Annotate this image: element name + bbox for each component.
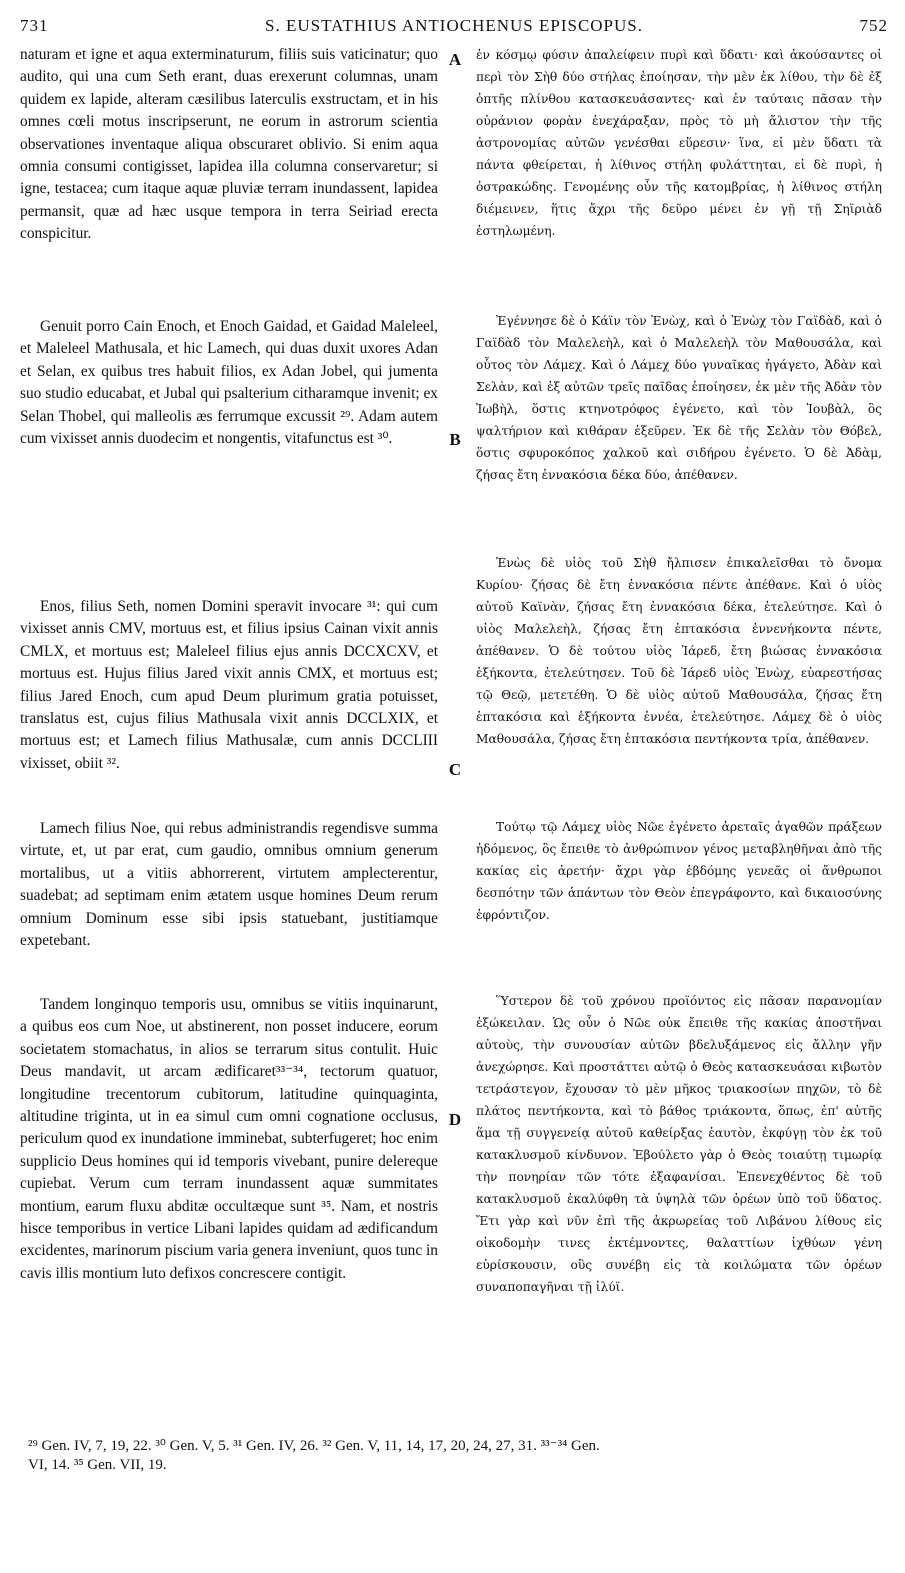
section-marker-d: D (448, 1110, 462, 1129)
greek-paragraph-3: Ἐνὼς δὲ υἱὸς τοῦ Σὴθ ἤλπισεν ἐπικαλεῖσθαι τὸ ὄνομα Κυρίου· ζήσας δὲ ἔτη ἐννακόσια πέντε ἀπέθανε. Καὶ ὁ υἱὸς αὐτοῦ Καϊνὰν, ζήσας ἔτη ἐννακόσια δέκα, ἐτελεύτησε. Καὶ ὁ υἱὸς Μαλελεὴλ, ζήσας ἔτη ἑπτακόσια ἐννενήκοντα πέντε, ἀπέθανεν. Ὁ δὲ τούτου υἱὸς Ἰάρεδ, ἔτη βιώσας ἐννακόσια ἑξήκοντα, ἐτελεύτησεν. Τοῦ δὲ Ἰάρεδ υἱὸς Ἐνὼχ, εὐαρεστήσας τῷ Θεῷ, μετετέθη. Ὁ δὲ υἱὸς αὐτοῦ Μαθουσάλα, ζήσας ἔτη ἑπτακόσια καὶ ἑξήκοντα ἐννέα, ἐτελεύτησε. Λάμεχ δὲ ὁ υἱὸς Μαθουσάλα, ζήσας ἔτη ἑπτακόσια πεντήκοντα τρία, ἀπέθανεν. (476, 556, 882, 746)
latin-paragraph-1: naturam et igne et aqua exterminaturum, filiis suis vaticinatur; quo audito, qui una cum Seth erant, duas erexerunt columnas, unam quidem ex lapide, alteram cæsilibus laterculis exstructam, et in his omnes cœli motus inscripserunt, ne eorum in astrorum scientia observationes inventaque aliqua obscuraret oblivio. Si enim aqua omnia consumi contigisset, lapidea illa columna conservaretur; si igne, testacea; cum itaque aquæ pluviæ terram inundassent, lapidea permansit, quæ ad hæc usque tempora in terra Seiriad erecta conspicitur. (20, 46, 438, 243)
latin-paragraph-4: Lamech filius Noe, qui rebus administrandis regendisve summa virtute, et, ut par erat, cum gaudio, omnibus omnium generum mortalibus, ut a vitiis abhorrerent, virtutem amplecterentur, suadebat; ad septimam enim ætatem usque homines Deum rerum omnium Dominum esse sibi ipsis statuebant, justitiamque expetebant. (20, 820, 438, 950)
greek-paragraph-4: Τούτῳ τῷ Λάμεχ υἱὸς Νῶε ἐγένετο ἀρεταῖς ἀγαθῶν πράξεων ἡδόμενος, ὃς ἔπειθε τὸ ἀνθρώπινον γένος μεταβληθῆναι ἀπὸ τῆς κακίας εἰς ἀρετήν· ἄχρι γὰρ ἑβδόμης γενεᾶς οἱ ἄνθρωποι δεσπότην τῶν ἁπάντων τὸν Θεὸν ἐπεγράφοντο, καὶ δικαιοσύνης ἐφρόντιζον. (476, 820, 882, 922)
latin-paragraph-3: Enos, filius Seth, nomen Domini speravit invocare ³¹: qui cum vixisset annis CMV, mortuus est, et filius ipsius Cainan vixit annis CMLX, et mortuus est; Maleleel filius ejus annis DCCXCXV, et mortuus est. Hujus filius Jared vixit annis CMX, et mortuus est; filius Jared Enoch, cum apud Deum plurimum gratia potuisset, translatus est, cujus filius Mathusala vixit annis DCCLXIX, et mortuus est; et Lamech filius Mathusalæ, cum annis DCCLIII vixisset, obiit ³². (20, 598, 438, 772)
greek-paragraph-1: ἐν κόσμῳ φύσιν ἀπαλείφειν πυρὶ καὶ ὕδατι· καὶ ἀκούσαντες οἱ περὶ τὸν Σὴθ δύο στήλας ἐποίησαν, τὴν μὲν ἐκ λίθου, τὴν δὲ ἐξ ὀπτῆς πλίνθου κατασκευάσαντες· καὶ ἐν ταύταις πᾶσαν τὴν οὐράνιον φορὰν ἐνεχάραξαν, πρὸς τὸ μὴ ἄλιστον τὴν τῆς ἀστρονομίας αὐτῶν γενέσθαι εὕρεσιν· ἵνα, εἰ μὲν ὕδατι τὰ πάντα φθείρεται, ἡ λίθινος στήλη φυλάττηται, εἰ δὲ πυρὶ, ἡ ὀστρακώδης. Γενομένης οὖν τῆς κατομβρίας, ἡ λίθινος στήλη διέμεινεν, ἥτις ἄχρι τῆς δεῦρο μένει ἐν γῇ τῇ Σηϊριὰδ ἐστηλωμένη. (476, 48, 882, 238)
footnote-line-2: VI, 14. ³⁵ Gen. VII, 19. (28, 1457, 167, 1473)
footnote-line-1: ²⁹ Gen. IV, 7, 19, 22. ³⁰ Gen. V, 5. ³¹ Gen. IV, 26. ³² Gen. V, 11, 14, 17, 20, 24, 27, 31. ³³⁻³⁴ Gen. (28, 1438, 600, 1454)
section-marker-c: C (448, 760, 462, 779)
greek-paragraph-5: Ὕστερον δὲ τοῦ χρόνου προϊόντος εἰς πᾶσαν παρανομίαν ἐξώκειλαν. Ὡς οὖν ὁ Νῶε οὐκ ἔπειθε τῆς κακίας ἀποστῆναι αὐτοὺς, τὴν συνουσίαν αὐτῶν βδελυξάμενος εἰς ἄλλην γῆν ἀνεχώρησε. Καὶ προστάττει αὐτῷ ὁ Θεὸς κατασκευάσαι κιβωτὸν τετράστεγον, ἔχουσαν τὸ μὲν μῆκος τριακοσίων πηχῶν, τὸ δὲ πλάτος πεντήκοντα, καὶ τὸ βάθος τριάκοντα, ὅπως, ἐπ' αὐτῆς ἅμα τῇ συγγενείᾳ αὐτοῦ καθείρξας ἑαυτὸν, ἐκφύγῃ τὸν ἐκ τοῦ κατακλυσμοῦ κίνδυνον. Ἐβούλετο γὰρ ὁ Θεὸς τοιαύτῃ τιμωρίᾳ τὴν πονηρίαν τῶν τότε ἐξαφανίσαι. Ἐπενεχθέντος δὲ τοῦ κατακλυσμοῦ ἐκαλύφθη τὰ ὑψηλὰ τῶν ὀρέων ὑπὸ τοῦ ὕδατος. Ἔτι γὰρ καὶ νῦν ἐπὶ τῆς ἀκρωρείας τοῦ Λιβάνου λίθους εἰς οἰκοδομὴν τινες ἐκτέμνοντες, θαλαττίων ἰχθύων γένη εὑρίσκουσιν, οὓς συνέβη εἰς τὰ κοιλώματα τῶν ὀρέων συναποπαγῆναι τῇ ἰλύϊ. (476, 994, 882, 1294)
running-title: S. EUSTATHIUS ANTIOCHENUS EPISCOPUS. (265, 16, 643, 35)
latin-paragraph-5: Tandem longinquo temporis usu, omnibus se vitiis inquinarunt, a quibus eos cum Noe, ut abstinerent, non posset inducere, eorum societatem stomachatus, in alios se terrarum situs contulit. Huic Deus mandavit, ut arcam ædificaret³³⁻³⁴, tectorum quatuor, longitudine trecentorum cubitorum, latitudine quinquaginta, altitudine triginta, ut in ea simul cum omni cognatione occlusus, periculum quod ex inundatione imminebat, subterfugeret; hoc enim supplicio Deus homines qui id temporis vivebant, punire delereque cupiebat. Verum cum terram inundassent aquæ summitates montium, earum fluxu abditæ occultæque sunt ³⁵. Nam, et nostris hisce temporibus in vertice Libani lapides quidam ad ædificandum excidentes, marinorum piscium varia genera inveniunt, quos tunc in cavis illis montium luto defixos concrescere contigit. (20, 996, 438, 1282)
section-marker-a: A (448, 50, 462, 69)
page-number-left: 731 (20, 16, 49, 35)
page-number-right: 752 (859, 16, 888, 35)
footnotes (28, 1437, 888, 1475)
greek-paragraph-2: Ἐγέννησε δὲ ὁ Κάϊν τὸν Ἐνὼχ, καὶ ὁ Ἐνὼχ τὸν Γαϊδὰδ, καὶ ὁ Γαϊδὰδ τὸν Μαλελεὴλ, καὶ ὁ Μαλελεὴλ τὸν Μαθουσάλα, καὶ οὗτος τὸν Λάμεχ. Καὶ ὁ Λάμεχ δύο γυναῖκας ἠγάγετο, Ἀδὰν καὶ Σελὰν, καὶ ἐξ αὐτῶν τρεῖς παῖδας ἐποίησεν, ἐκ μὲν τῆς Ἀδὰν τὸν Ἰωβὴλ, ὅστις κτηνοτρόφος ἐγένετο, καὶ τὸν Ἰουβὰλ, ὃς ψαλτήριον καὶ κιθάραν ἐξεῦρεν. Ἐκ δὲ τῆς Σελὰν τὸν Θόβελ, ὅστις σφυροκόπος χαλκοῦ καὶ σιδήρου ἐγένετο. Ὁ δὲ Ἀδὰμ, ζήσας ἔτη ἐννακόσια δέκα δύο, ἀπέθανεν. (476, 314, 882, 482)
section-marker-b: B (449, 430, 461, 449)
latin-paragraph-2: Genuit porro Cain Enoch, et Enoch Gaidad, et Gaidad Maleleel, et Maleleel Mathusala, et hic Lamech, qui duas duxit uxores Adan et Selan, ex quibus tres habuit filios, ex Adan Jobel, qui jumenta suo studio educabat, et Jubal qui psalterium citharamque invenit; ex Selan Thobel, qui malleolis æs ferrumque excussit ²⁹. Adam autem cum vixisset annis duodecim et nongentis, vitafunctus est ³⁰. (20, 318, 439, 448)
page-header (20, 10, 888, 40)
